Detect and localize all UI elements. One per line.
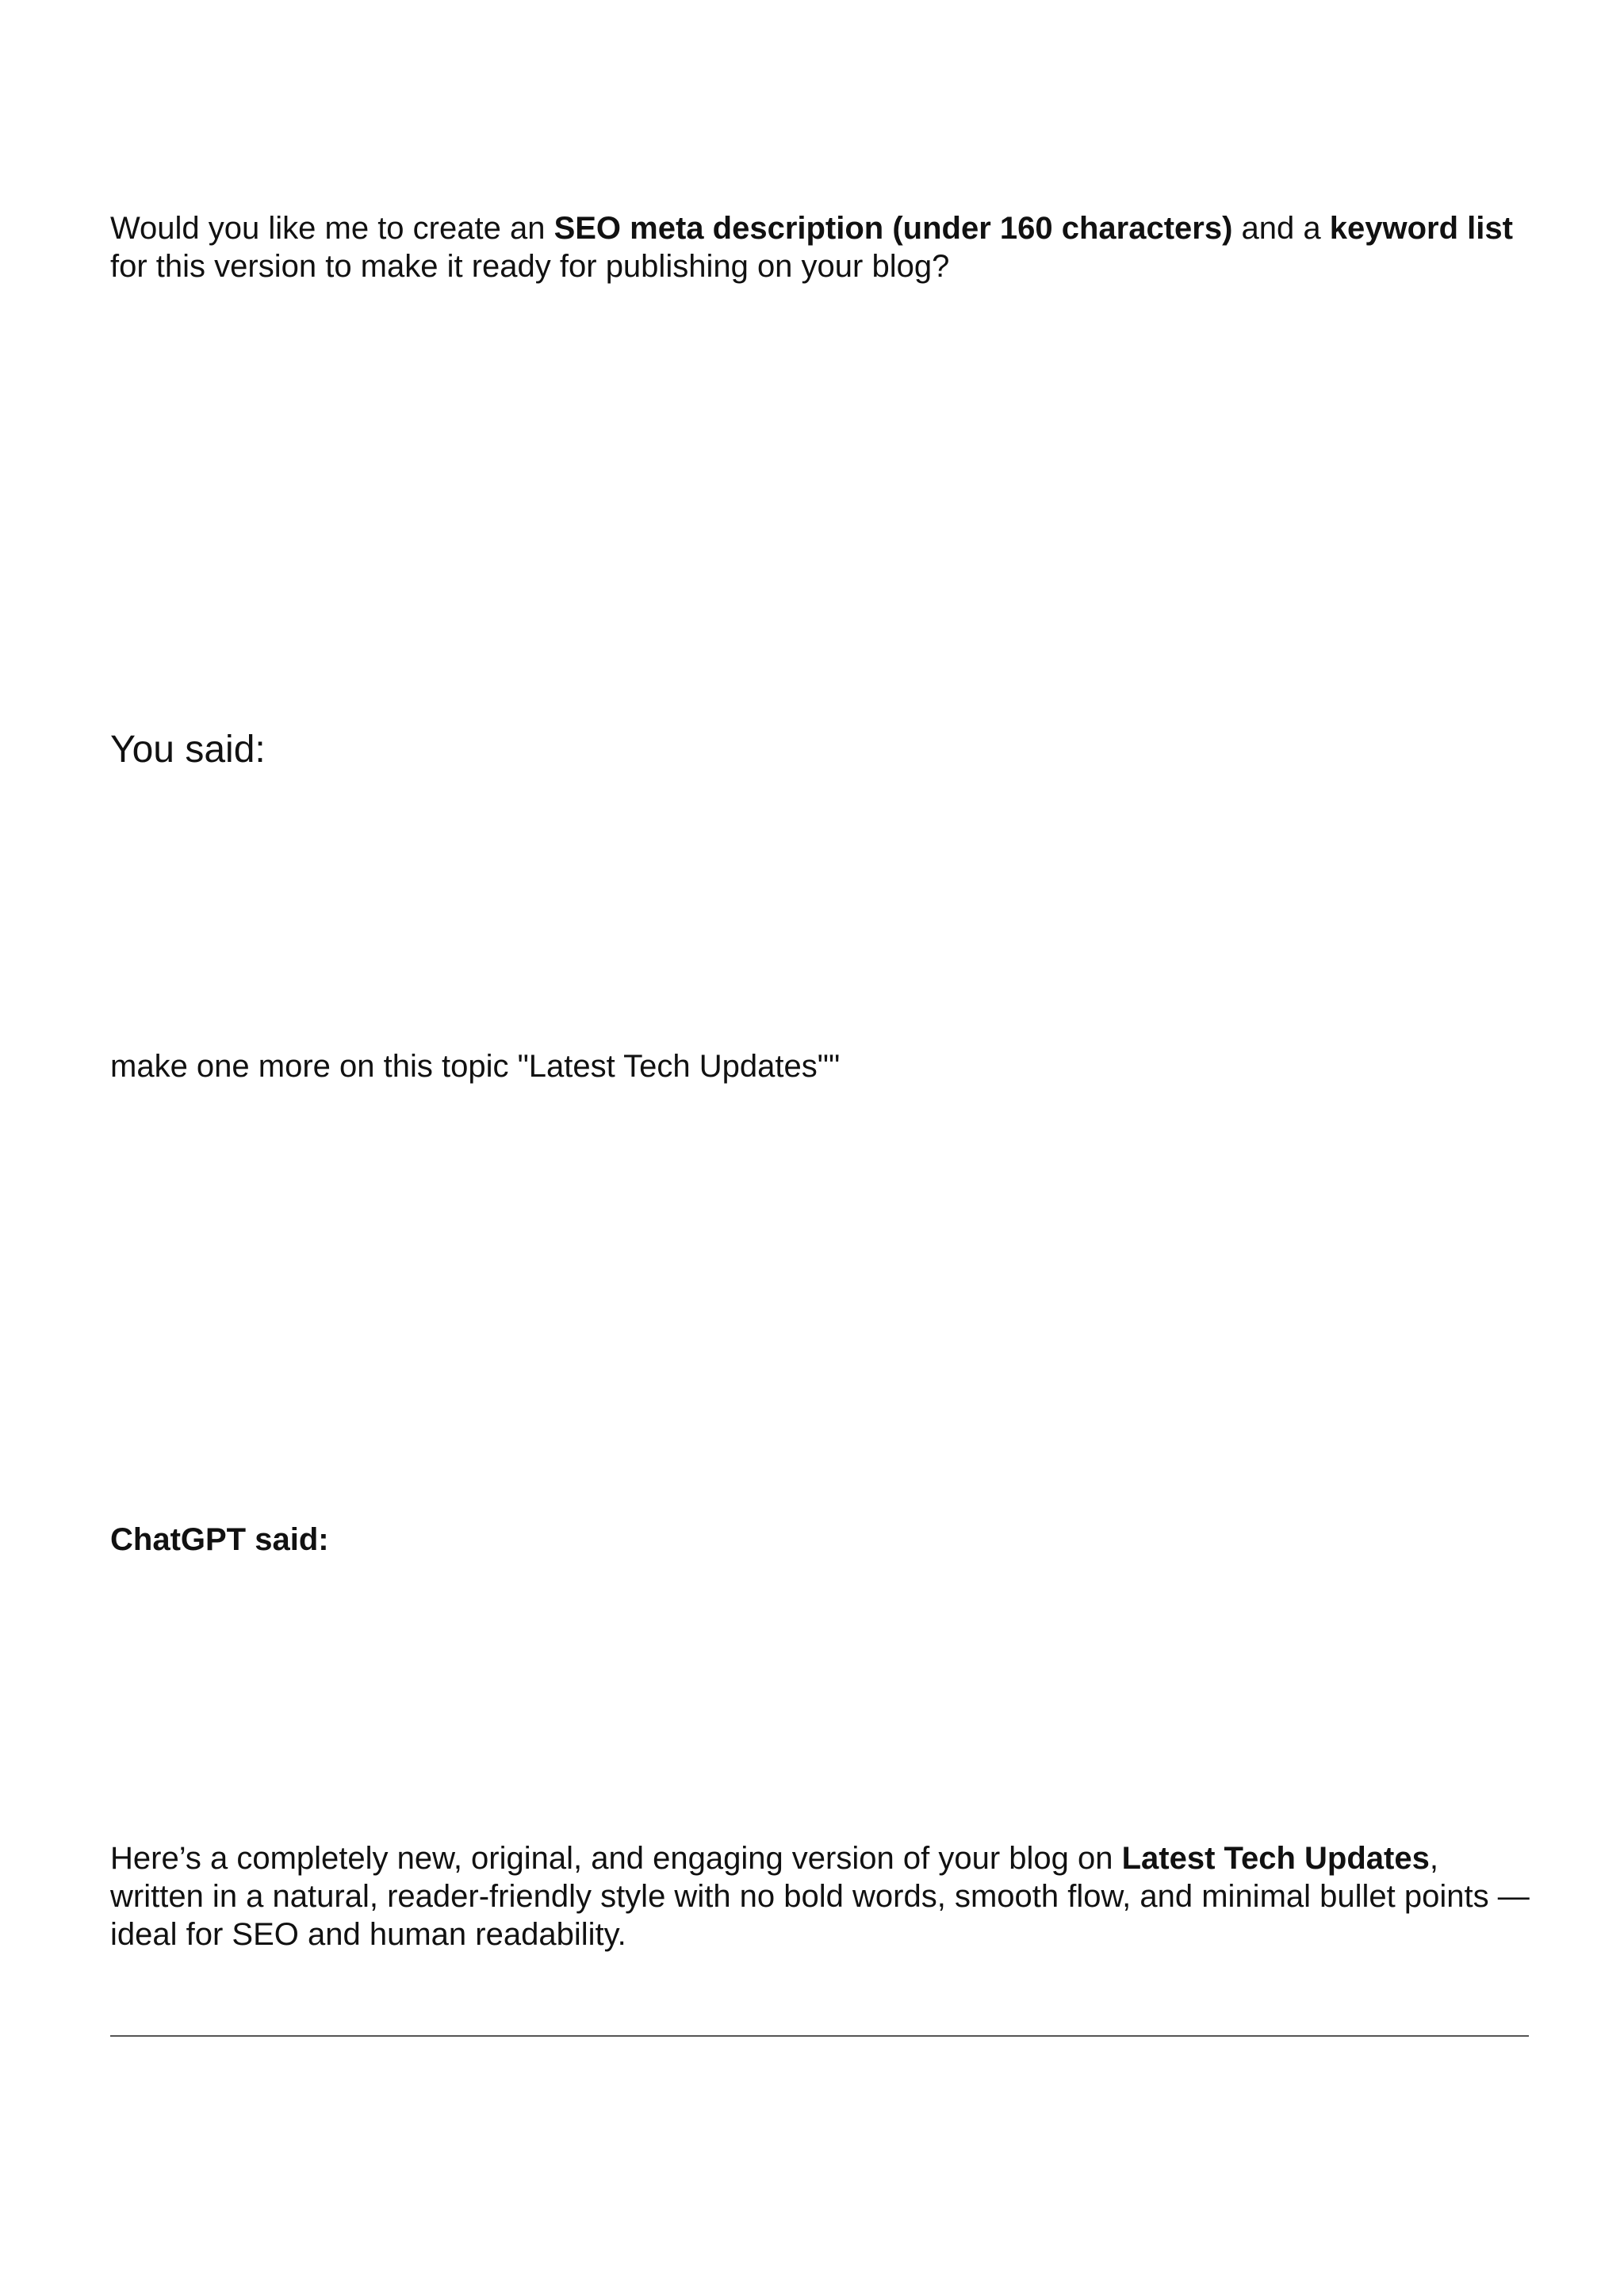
latest-tech-updates-emphasis: Latest Tech Updates bbox=[1121, 1841, 1430, 1876]
user-turn-heading: You said: bbox=[110, 729, 266, 771]
assistant-turn-heading: ChatGPT said: bbox=[110, 1522, 329, 1557]
section-divider bbox=[110, 2035, 1529, 2037]
seo-meta-description-emphasis: SEO meta description (under 160 characters) bbox=[553, 211, 1233, 246]
seo-offer-paragraph bbox=[110, 209, 1530, 285]
seo-offer-text-2: and a bbox=[1232, 211, 1330, 246]
intro-text-1: Here’s a completely new, original, and engaging version of your blog on bbox=[110, 1841, 1122, 1876]
keyword-list-emphasis: keyword list bbox=[1329, 211, 1513, 246]
user-message: make one more on this topic "Latest Tech Updates"" bbox=[110, 1049, 841, 1084]
seo-offer-text-1: Would you like me to create an bbox=[110, 211, 554, 246]
seo-offer-text-3: for this version to make it ready for publishing on your blog? bbox=[110, 249, 950, 284]
assistant-intro-paragraph bbox=[110, 1839, 1530, 1954]
intro-text-2: , written in a natural, reader-friendly style with no bold words, smooth flow, and minimal bullet points — ideal for SEO and human readability. bbox=[110, 1841, 1530, 1952]
